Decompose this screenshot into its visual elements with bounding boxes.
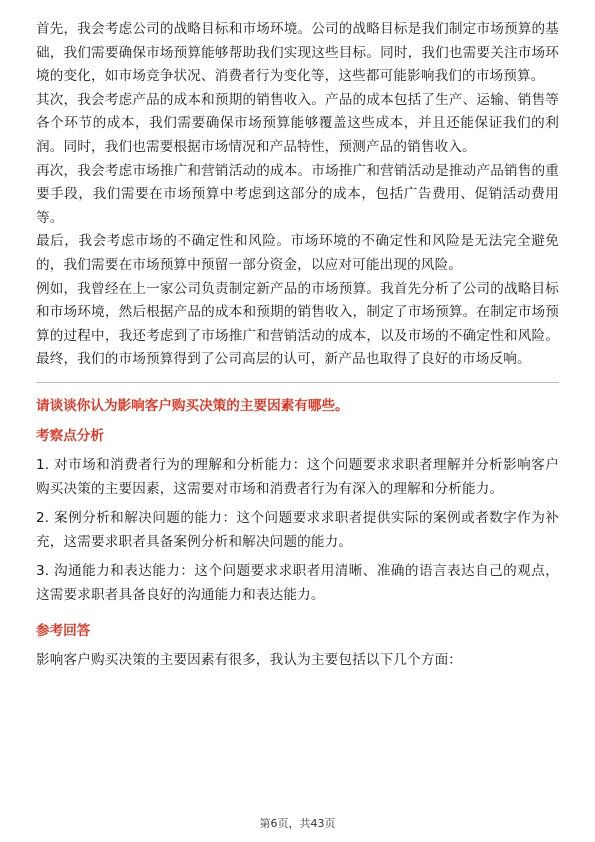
reference-answer-title: 参考回答	[36, 622, 91, 639]
reference-answer-text: 影响客户购买决策的主要因素有很多，我认为主要包括以下几个方面：	[36, 652, 463, 669]
analysis-item-3: 3. 沟通能力和表达能力：这个问题要求求职者用清晰、准确的语言表达自己的观点，这需要求职者具备良好的沟通能力和表达能力。	[36, 563, 559, 604]
analysis-item-1: 1. 对市场和消费者行为的理解和分析能力：这个问题要求求职者理解并分析影响客户购买决策的主要因素，这需要对市场和消费者行为有深入的理解和分析能力。	[36, 457, 559, 497]
analysis-title: 考察点分析	[36, 427, 104, 444]
interview-question: 请谈谈你认为影响客户购买决策的主要因素有哪些。	[36, 397, 349, 414]
page-number-footer: 第6页，共43页	[259, 817, 336, 830]
body-paragraph-strategy: 首先，我会考虑公司的战略目标和市场环境。公司的战略目标是我们制定市场预算的基础，我们需要确保市场预算能够帮助我们实现这些目标。同时，我们也需要关注市场环境的变化，如市场竞争状况、消费者行为变化等，这些都可能影响我们的市场预算。	[36, 21, 559, 85]
body-paragraph-example: 例如，我曾经在上一家公司负责制定新产品的市场预算。我首先分析了公司的战略目标和市场环境，然后根据产品的成本和预期的销售收入，制定了市场预算。在制定市场预算的过程中，我还考虑到了市场推广和营销活动的成本，以及市场的不确定性和风险。最终，我们的市场预算得到了公司高层的认可，新产品也取得了良好的市场反响。	[36, 280, 559, 368]
document-page	[36, 18, 559, 673]
body-paragraph-cost: 其次，我会考虑产品的成本和预期的销售收入。产品的成本包括了生产、运输、销售等各个环节的成本，我们需要确保市场预算能够覆盖这些成本，并且还能保证我们的利润。同时，我们也需要根据市场情况和产品特性，预测产品的销售收入。	[36, 91, 559, 155]
body-paragraph-promotion: 再次，我会考虑市场推广和营销活动的成本。市场推广和营销活动是推动产品销售的重要手段，我们需要在市场预算中考虑到这部分的成本，包括广告费用、促销活动费用等。	[36, 162, 559, 226]
body-paragraph-risk: 最后，我会考虑市场的不确定性和风险。市场环境的不确定性和风险是无法完全避免的，我们需要在市场预算中预留一部分资金，以应对可能出现的风险。	[36, 233, 559, 273]
section-divider	[36, 382, 559, 383]
analysis-item-2: 2. 案例分析和解决问题的能力：这个问题要求求职者提供实际的案例或者数字作为补充，这需要求职者具备案例分析和解决问题的能力。	[36, 510, 559, 550]
